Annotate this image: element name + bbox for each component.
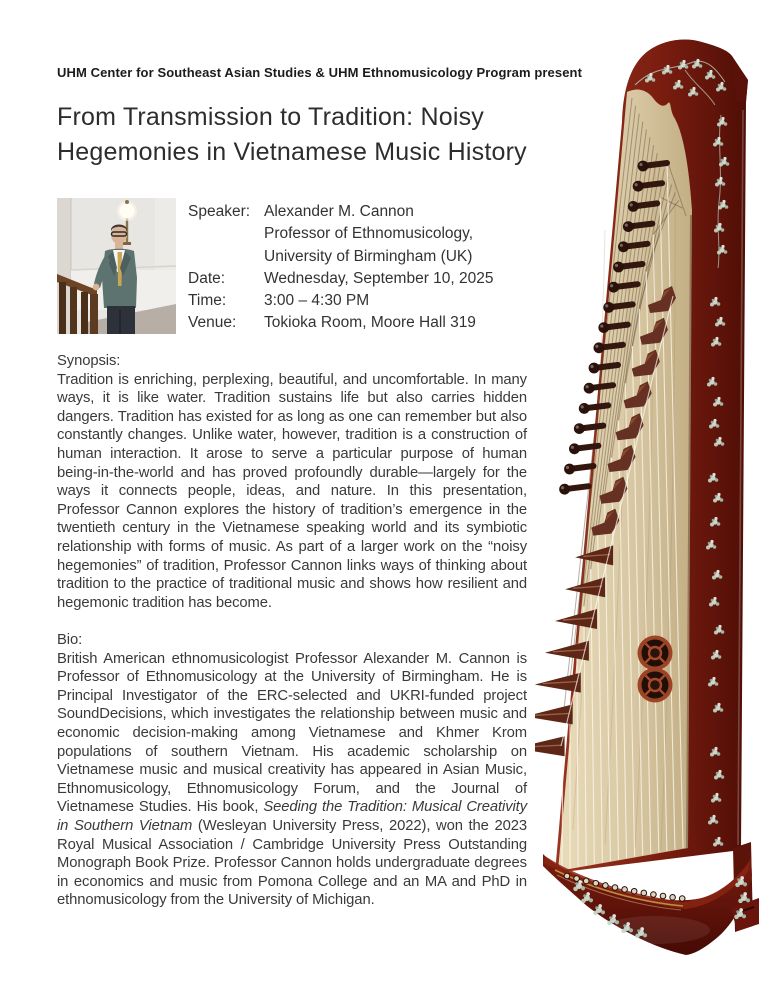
detail-row bbox=[188, 268, 528, 290]
title-line-2: Hegemonies in Vietnamese Music History bbox=[57, 138, 527, 166]
detail-row bbox=[188, 312, 528, 334]
speaker-portrait-illustration bbox=[57, 198, 176, 334]
detail-label: Venue: bbox=[188, 314, 237, 332]
dan-tranh-image bbox=[535, 30, 768, 965]
speaker-photo bbox=[57, 198, 176, 334]
title-line-1: From Transmission to Tradition: Noisy bbox=[57, 103, 484, 131]
presented-by-line: UHM Center for Southeast Asian Studies & UHM Ethnomusicology Program present bbox=[57, 65, 583, 80]
detail-row bbox=[188, 290, 528, 312]
synopsis-label: Synopsis: bbox=[57, 353, 121, 369]
bio-label: Bio: bbox=[57, 632, 83, 648]
bio-text bbox=[57, 650, 527, 910]
synopsis-text: Tradition is enriching, perplexing, beautiful, and uncomfortable. In many ways, it is like water. Tradition sustains life but also carries hidden dangers. Tradition has existed for as long as one can remember but also constantly changes. Unlike water, however, tradition is a construction of human interaction. It arose to serve a particular purpose of human being-in-the-world and has proved profoundly durable—largely for the ways it connects people, ideas, and nature. In this presentation, Professor Cannon explores the history of tradition’s emergence in the twentieth century in the Vietnamese speaking world and its symbiotic relationship with forms of music. As part of a larger work on the “noisy hegemonies” of tradition, Professor Cannon links ways of thinking about tradition to the practice of traditional music and shows how resilient and hegemonic tradition has become. bbox=[57, 371, 527, 611]
detail-value: Tokioka Room, Moore Hall 319 bbox=[264, 314, 476, 332]
detail-value: University of Birmingham (UK) bbox=[264, 247, 473, 265]
detail-label: Time: bbox=[188, 292, 227, 310]
event-details bbox=[188, 201, 528, 335]
detail-row bbox=[188, 223, 528, 245]
detail-row bbox=[188, 246, 528, 268]
detail-row bbox=[188, 201, 528, 223]
synopsis-section bbox=[57, 352, 527, 612]
bio-text-after: (Wesleyan University Press, 2022), won the 2023 Royal Musical Association / Cambridge University Press Outstanding Monograph Book Prize. Professor Cannon holds undergraduate degrees in economics and music from Pomona College and an MA and PhD in ethnomusicology from the University of Michigan. bbox=[57, 817, 527, 909]
detail-label: Date: bbox=[188, 269, 226, 287]
page-title bbox=[57, 100, 567, 170]
bio-section bbox=[57, 631, 527, 910]
dan-tranh-illustration bbox=[535, 30, 768, 965]
bio-text-before: British American ethnomusicologist Professor Alexander M. Cannon is Professor of Ethnomusicology at the University of Birmingham. He is Principal Investigator of the ERC-selected and UKRI-funded project SoundDecisions, which investigates the relationship between music and economic decision-making among Vietnamese and Khmer Krom populations of southern Vietnam. His academic scholarship on Vietnamese music and musical creativity has appeared in Asian Music, Ethnomusicology, Ethnomusicology Forum, and the Journal of Vietnamese Studies. His book, bbox=[57, 650, 527, 816]
detail-value: Wednesday, September 10, 2025 bbox=[264, 269, 494, 287]
detail-value: Professor of Ethnomusicology, bbox=[264, 225, 474, 243]
detail-label bbox=[188, 246, 264, 268]
detail-label: Speaker: bbox=[188, 203, 251, 220]
bio-book-title: Seeding the Tradition: Musical Creativity in Southern Vietnam bbox=[57, 799, 527, 834]
detail-value: Alexander M. Cannon bbox=[264, 203, 414, 220]
detail-value: 3:00 – 4:30 PM bbox=[264, 292, 370, 310]
detail-label bbox=[188, 223, 264, 245]
